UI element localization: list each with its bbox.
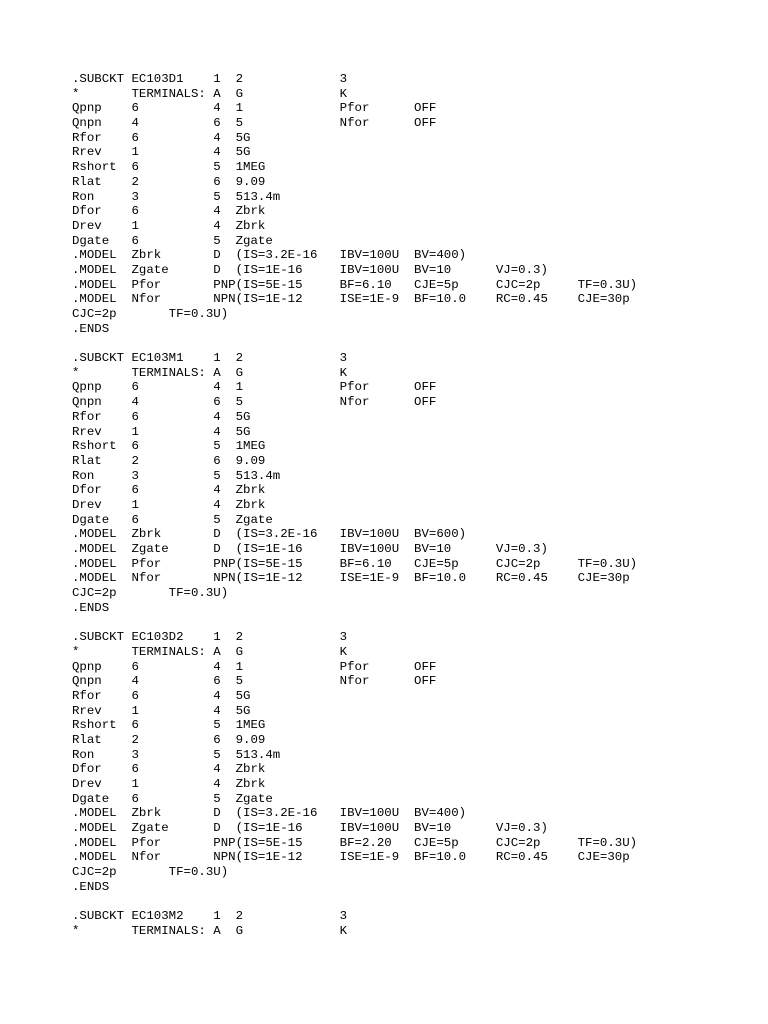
netlist-line: * TERMINALS: A G K — [72, 365, 348, 380]
netlist-line: * TERMINALS: A G K — [72, 644, 348, 659]
netlist-line: Rrev 1 4 5G — [72, 703, 251, 718]
netlist-line: Drev 1 4 Zbrk — [72, 218, 266, 233]
netlist-line: Rshort 6 5 1MEG — [72, 718, 266, 733]
netlist-line: Dgate 6 5 Zgate — [72, 512, 273, 527]
block-separator — [72, 615, 732, 630]
netlist-line: .ENDS — [72, 321, 110, 336]
netlist-line: Rfor 6 4 5G — [72, 409, 251, 424]
netlist-line: .SUBCKT EC103D1 1 2 3 — [72, 72, 348, 86]
netlist-line: Rlat 2 6 9.09 — [72, 453, 266, 468]
netlist-line: Rfor 6 4 5G — [72, 688, 251, 703]
netlist-line: Rshort 6 5 1MEG — [72, 160, 266, 175]
netlist-line: Drev 1 4 Zbrk — [72, 777, 266, 791]
netlist-line: Ron 3 5 513.4m — [72, 747, 281, 762]
netlist-line: Qpnp 6 4 1 Pfor OFF — [72, 101, 437, 116]
netlist-line: Dfor 6 4 Zbrk — [72, 204, 266, 219]
subckt-block-ec103m1 — [72, 351, 732, 615]
netlist-line: .ENDS — [72, 600, 110, 615]
netlist-line: .MODEL Pfor PNP(IS=5E-15 BF=6.10 CJE=5p CJC=2p TF=0.3U) — [72, 277, 638, 292]
netlist-line: Ron 3 5 513.4m — [72, 468, 281, 483]
netlist-line: * TERMINALS: A G K — [72, 86, 348, 101]
subckt-block-ec103d1 — [72, 72, 732, 336]
netlist-line: .MODEL Pfor PNP(IS=5E-15 BF=2.20 CJE=5p CJC=2p TF=0.3U) — [72, 835, 638, 850]
netlist-line: * TERMINALS: A G K — [72, 923, 348, 938]
netlist-line: .SUBCKT EC103M1 1 2 3 — [72, 351, 348, 366]
netlist-line: Dgate 6 5 Zgate — [72, 791, 273, 806]
netlist-line: CJC=2p TF=0.3U) — [72, 865, 229, 880]
netlist-line: Qpnp 6 4 1 Pfor OFF — [72, 380, 437, 395]
subckt-block-ec103m2 — [72, 909, 732, 938]
netlist-line: Qnpn 4 6 5 Nfor OFF — [72, 116, 437, 131]
netlist-line: Rrev 1 4 5G — [72, 424, 251, 439]
netlist-line: .SUBCKT EC103M2 1 2 3 — [72, 909, 348, 924]
block-separator — [72, 895, 732, 910]
netlist-line: Drev 1 4 Zbrk — [72, 497, 266, 512]
netlist-line: .MODEL Nfor NPN(IS=1E-12 ISE=1E-9 BF=10.0 RC=0.45 CJE=30p — [72, 292, 630, 307]
netlist-line: .MODEL Zgate D (IS=1E-16 IBV=100U BV=10 VJ=0.3) — [72, 542, 548, 556]
block-separator — [72, 336, 732, 351]
netlist-line: .MODEL Zgate D (IS=1E-16 IBV=100U BV=10 VJ=0.3) — [72, 262, 548, 277]
netlist-line: Qnpn 4 6 5 Nfor OFF — [72, 674, 437, 689]
netlist-line: Ron 3 5 513.4m — [72, 189, 281, 204]
subckt-block-ec103d2 — [72, 630, 732, 894]
netlist-line: Rrev 1 4 5G — [72, 145, 251, 160]
netlist-line: Dfor 6 4 Zbrk — [72, 483, 266, 498]
netlist-line: .MODEL Zbrk D (IS=3.2E-16 IBV=100U BV=400) — [72, 806, 467, 821]
netlist-line: .MODEL Zbrk D (IS=3.2E-16 IBV=100U BV=600) — [72, 527, 467, 542]
netlist-line: Rlat 2 6 9.09 — [72, 174, 266, 189]
netlist-line: Qpnp 6 4 1 Pfor OFF — [72, 659, 437, 674]
netlist-line: Dfor 6 4 Zbrk — [72, 762, 266, 777]
netlist-line: .MODEL Zgate D (IS=1E-16 IBV=100U BV=10 VJ=0.3) — [72, 821, 548, 836]
netlist-line: Qnpn 4 6 5 Nfor OFF — [72, 395, 437, 410]
spice-netlist-document — [72, 72, 732, 939]
netlist-line: .MODEL Nfor NPN(IS=1E-12 ISE=1E-9 BF=10.0 RC=0.45 CJE=30p — [72, 850, 630, 865]
netlist-line: .MODEL Zbrk D (IS=3.2E-16 IBV=100U BV=400) — [72, 248, 467, 263]
netlist-line: Dgate 6 5 Zgate — [72, 233, 273, 248]
netlist-line: .ENDS — [72, 879, 110, 894]
netlist-line: .SUBCKT EC103D2 1 2 3 — [72, 630, 348, 645]
netlist-line: Rfor 6 4 5G — [72, 130, 251, 145]
netlist-line: CJC=2p TF=0.3U) — [72, 586, 229, 601]
netlist-line: .MODEL Nfor NPN(IS=1E-12 ISE=1E-9 BF=10.0 RC=0.45 CJE=30p — [72, 571, 630, 586]
netlist-line: Rshort 6 5 1MEG — [72, 439, 266, 454]
netlist-line: Rlat 2 6 9.09 — [72, 732, 266, 747]
netlist-line: CJC=2p TF=0.3U) — [72, 307, 229, 321]
netlist-line: .MODEL Pfor PNP(IS=5E-15 BF=6.10 CJE=5p CJC=2p TF=0.3U) — [72, 556, 638, 571]
